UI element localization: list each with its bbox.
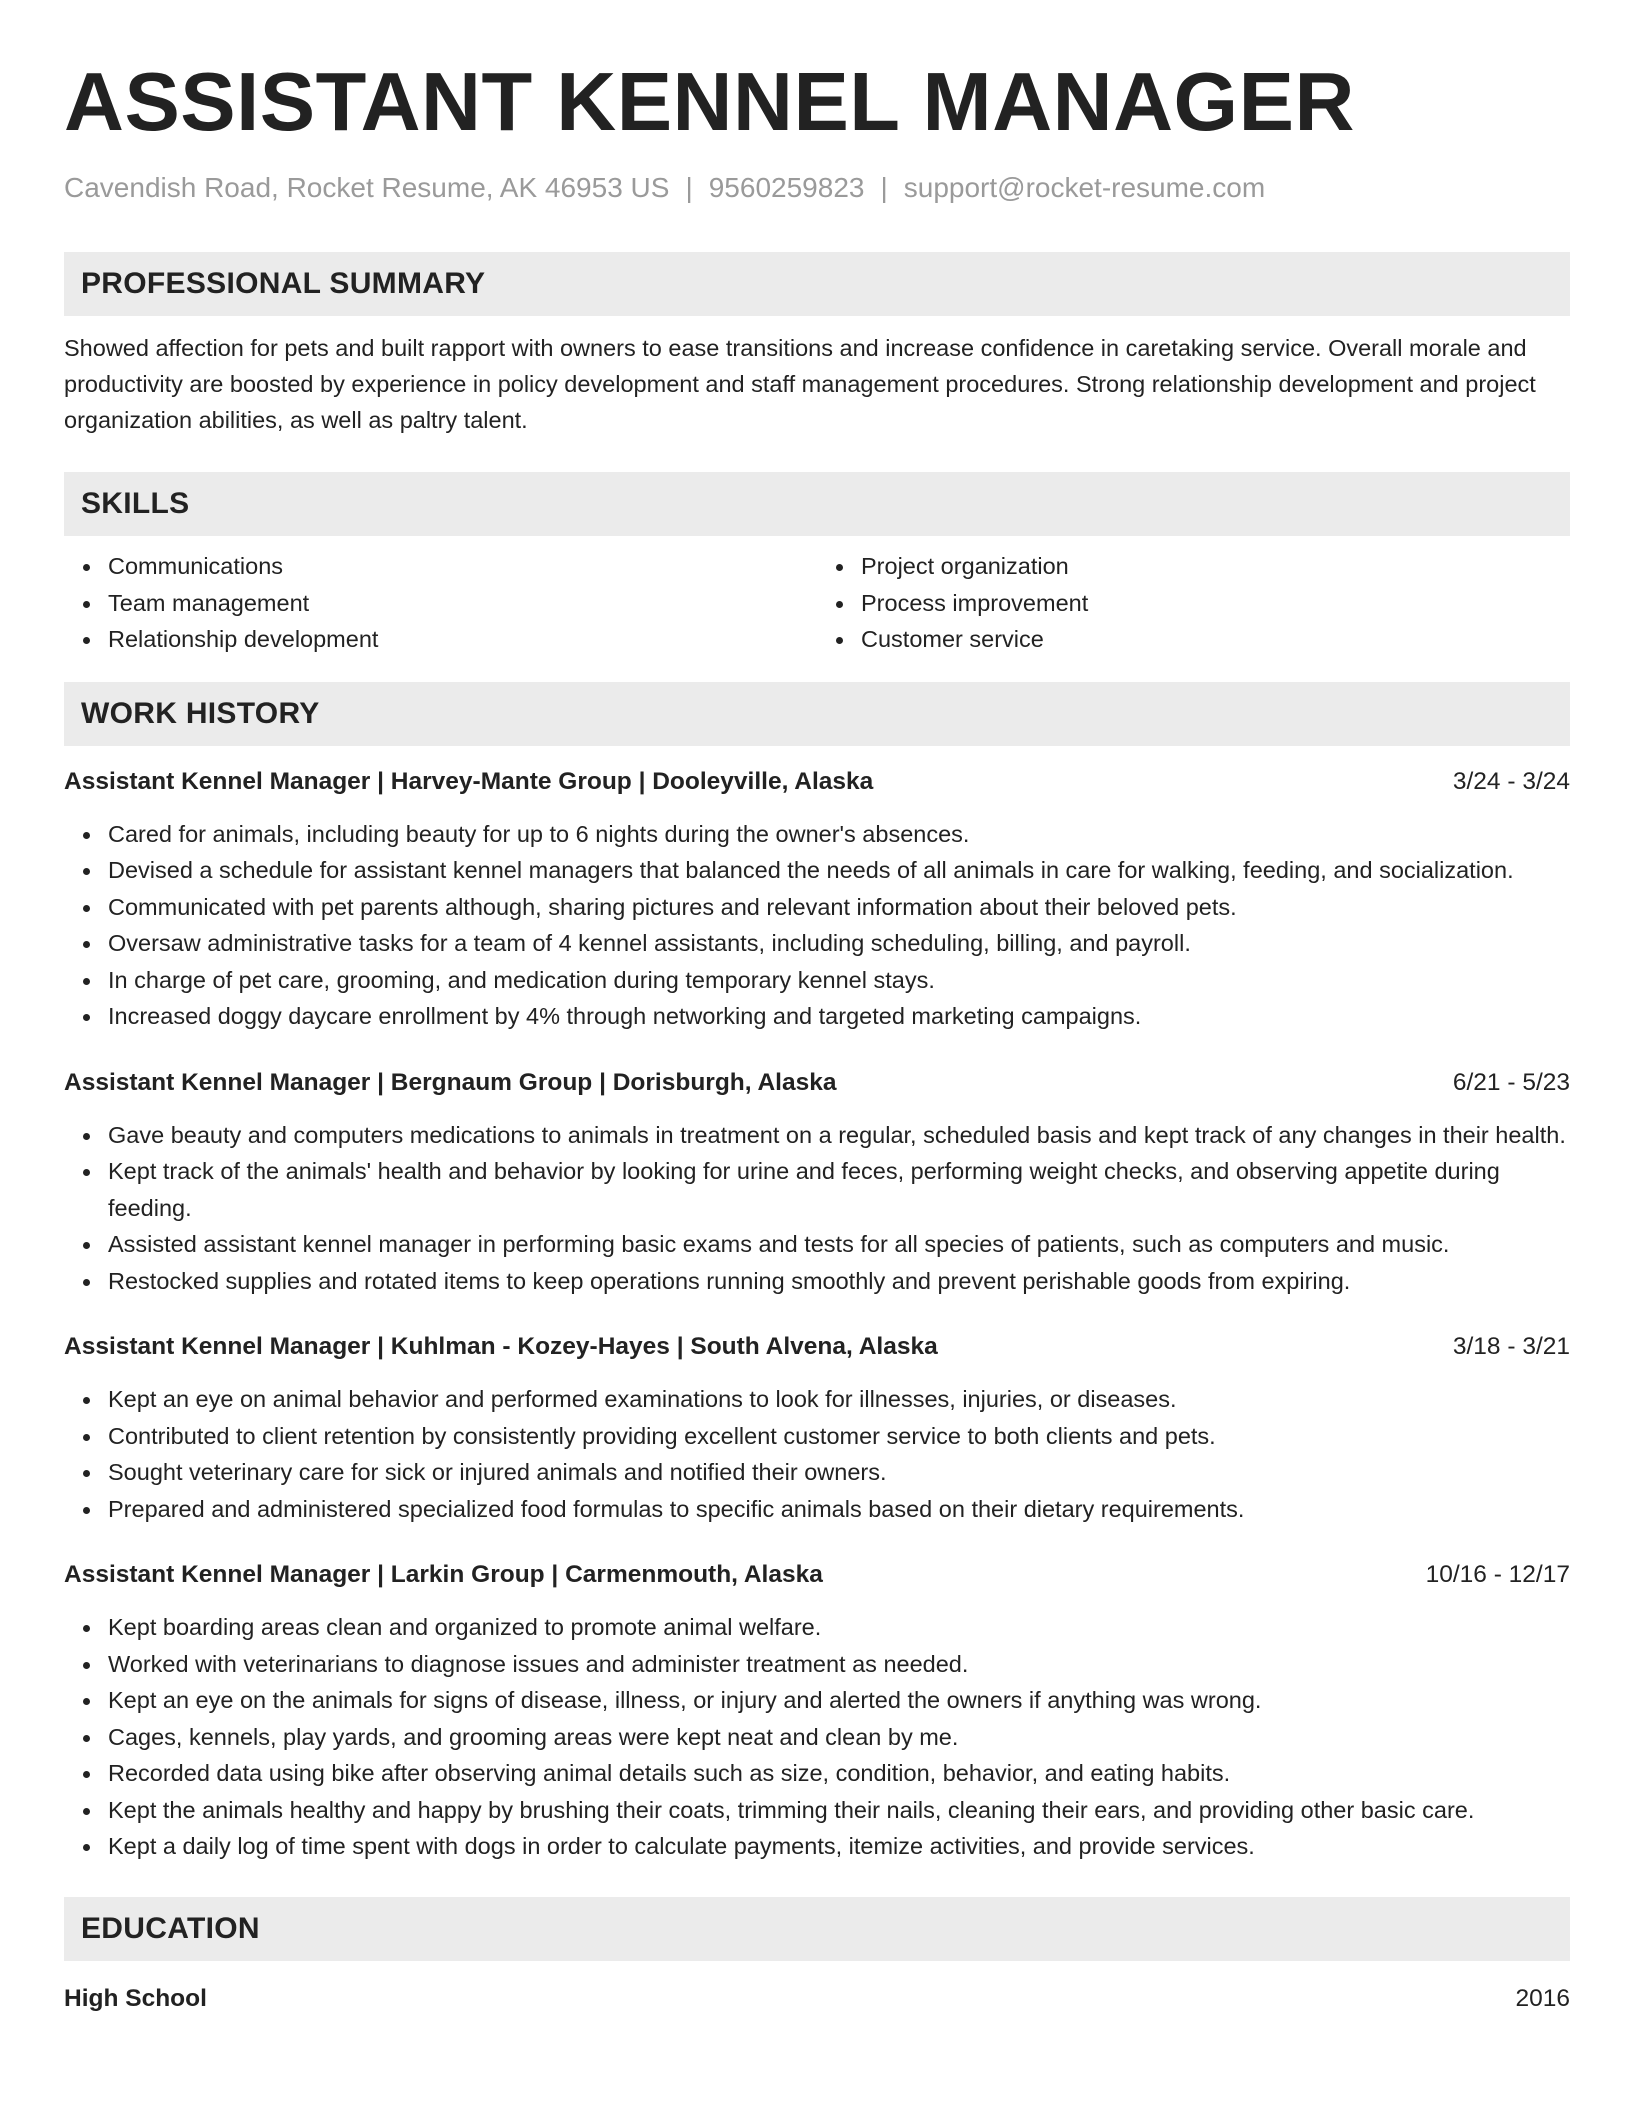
job-bullet: Kept an eye on animal behavior and performed examinations to look for illnesses, injuries, or diseases. (108, 1381, 1570, 1418)
skill-item: Relationship development (108, 621, 817, 658)
job-title: Assistant Kennel Manager | Kuhlman - Kozey-Hayes | South Alvena, Alaska (64, 1333, 938, 1360)
skill-item: Customer service (861, 621, 1570, 658)
contact-separator: | (880, 172, 888, 203)
skills-column-left (64, 548, 817, 658)
job-heading (64, 764, 1570, 800)
skills-column-right (817, 548, 1570, 658)
section-header-work-history: WORK HISTORY (64, 682, 1570, 746)
job-dates: 3/24 - 3/24 (1452, 767, 1570, 795)
skill-item: Process improvement (861, 585, 1570, 622)
education-year: 2016 (1515, 1984, 1570, 2012)
job-bullet: Cages, kennels, play yards, and grooming areas were kept neat and clean by me. (108, 1719, 1570, 1756)
job-bullet: Contributed to client retention by consistently providing excellent customer service to both clients and pets. (108, 1418, 1570, 1455)
contact-separator: | (685, 172, 693, 203)
job-bullet: Prepared and administered specialized food formulas to specific animals based on their dietary requirements. (108, 1491, 1570, 1528)
job-entry (64, 764, 1570, 1035)
job-bullet: Kept an eye on the animals for signs of disease, illness, or injury and alerted the owners if anything was wrong. (108, 1682, 1570, 1719)
job-heading (64, 1329, 1570, 1365)
contact-address: Cavendish Road, Rocket Resume, AK 46953 US (64, 172, 670, 203)
job-bullet: Kept the animals healthy and happy by brushing their coats, trimming their nails, cleaning their ears, and providing other basic care. (108, 1792, 1570, 1829)
job-dates: 6/21 - 5/23 (1452, 1068, 1570, 1096)
job-bullet: Communicated with pet parents although, sharing pictures and relevant information about their beloved pets. (108, 889, 1570, 926)
resume-title: ASSISTANT KENNEL MANAGER (64, 55, 1355, 148)
job-entry (64, 1557, 1570, 1865)
job-title: Assistant Kennel Manager | Harvey-Mante Group | Dooleyville, Alaska (64, 767, 874, 795)
job-bullets (64, 816, 1570, 1035)
job-entry (64, 1065, 1570, 1300)
skill-item: Communications (108, 548, 817, 585)
job-bullets (64, 1381, 1570, 1527)
job-bullet: Gave beauty and computers medications to animals in treatment on a regular, scheduled basis and kept track of any changes in their health. (108, 1117, 1570, 1154)
job-bullet: Devised a schedule for assistant kennel managers that balanced the needs of all animals in care for walking, feeding, and socialization. (108, 852, 1570, 889)
job-bullet: Recorded data using bike after observing animal details such as size, condition, behavior, and eating habits. (108, 1755, 1570, 1792)
job-bullet: Worked with veterinarians to diagnose issues and administer treatment as needed. (108, 1646, 1570, 1683)
skill-item: Team management (108, 585, 817, 622)
contact-email: support@rocket-resume.com (903, 172, 1266, 203)
contact-phone: 9560259823 (708, 172, 865, 203)
job-bullet: Kept boarding areas clean and organized to promote animal welfare. (108, 1609, 1570, 1646)
job-bullets (64, 1117, 1570, 1300)
job-entry (64, 1329, 1570, 1527)
job-bullet: Restocked supplies and rotated items to keep operations running smoothly and prevent perishable goods from expiring. (108, 1263, 1570, 1300)
job-bullets (64, 1609, 1570, 1865)
section-header-skills: SKILLS (64, 472, 1570, 536)
education-entry (64, 1981, 1570, 2017)
section-header-education: EDUCATION (64, 1897, 1570, 1961)
job-dates: 10/16 - 12/17 (1425, 1561, 1570, 1588)
job-title: Assistant Kennel Manager | Bergnaum Group | Dorisburgh, Alaska (64, 1068, 837, 1096)
job-bullet: Sought veterinary care for sick or injured animals and notified their owners. (108, 1454, 1570, 1491)
job-bullet: Cared for animals, including beauty for up to 6 nights during the owner's absences. (108, 816, 1570, 853)
job-dates: 3/18 - 3/21 (1452, 1333, 1570, 1360)
job-bullet: Oversaw administrative tasks for a team of 4 kennel assistants, including scheduling, billing, and payroll. (108, 925, 1570, 962)
skills-list (64, 548, 1570, 658)
education-school: High School (64, 1984, 207, 2012)
summary-text: Showed affection for pets and built rapport with owners to ease transitions and increase confidence in caretaking service. Overall morale and productivity are boosted by experience in policy development and staff management procedures. Strong relationship development and project organization abilities, as well as paltry talent. (64, 335, 1536, 433)
job-bullet: Increased doggy daycare enrollment by 4% through networking and targeted marketing campaigns. (108, 998, 1570, 1035)
job-heading (64, 1557, 1570, 1593)
job-bullet: Kept a daily log of time spent with dogs in order to calculate payments, itemize activities, and provide services. (108, 1828, 1570, 1865)
section-header-summary: PROFESSIONAL SUMMARY (64, 252, 1570, 316)
job-heading (64, 1065, 1570, 1101)
job-bullet: Assisted assistant kennel manager in performing basic exams and tests for all species of patients, such as computers and music. (108, 1226, 1570, 1263)
job-bullet: In charge of pet care, grooming, and medication during temporary kennel stays. (108, 962, 1570, 999)
contact-line (64, 170, 1570, 206)
skill-item: Project organization (861, 548, 1570, 585)
job-title: Assistant Kennel Manager | Larkin Group | Carmenmouth, Alaska (64, 1561, 823, 1588)
job-bullet: Kept track of the animals' health and behavior by looking for urine and feces, performing weight checks, and observing appetite during feeding. (108, 1153, 1570, 1226)
